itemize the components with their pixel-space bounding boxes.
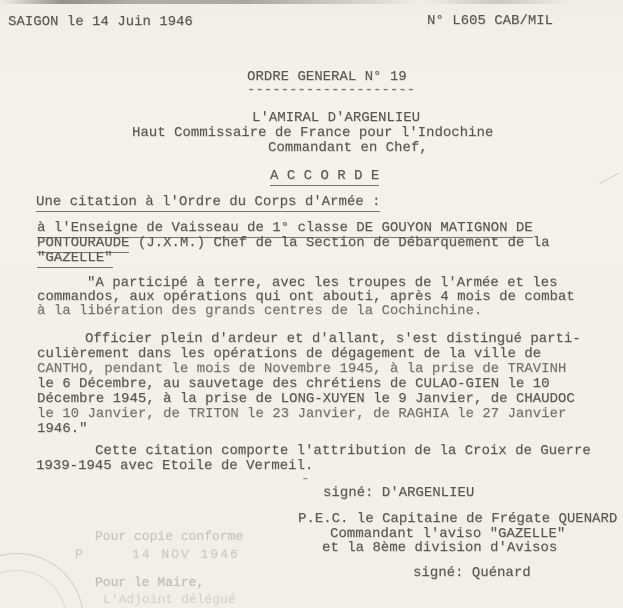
ship-name: "GAZELLE" — [37, 250, 113, 266]
citation-intro — [36, 195, 380, 209]
recipient-line-1 — [37, 221, 533, 235]
citation-par1-line-1: "A participé à terre, avec les troupes de l'Armée et les — [87, 275, 558, 291]
award-line-2: 1939-1945 avec Etoile de Vermeil. — [36, 458, 314, 474]
countersign-line-3: et la 8ème division d'Avisos — [322, 540, 558, 556]
authority-role-2: Commandant en Chef, — [268, 140, 428, 156]
date-line: SAIGON le 14 Juin 1946 — [8, 14, 193, 30]
recipient-name: PONTOURAUDE — [37, 235, 130, 251]
stamp-conforme: Pour copie conforme — [95, 529, 244, 544]
recipient-line-2 — [37, 236, 550, 250]
authority-name: L'AMIRAL D'ARGENLIEU — [252, 110, 421, 126]
recipient-line-1-text: à l'Enseigne de Vaisseau de 1° classe DE GOUYON MATIGNON DE — [37, 220, 533, 236]
citation-par2-line-4: le 6 Décembre, au sauvetage des chrétiens de CULAO-GIEN le 10 — [37, 376, 550, 392]
citation-par2-line-6: le 10 Janvier, de TRITON le 23 Janvier, de RAGHIA le 27 Janvier — [37, 406, 567, 422]
stamp-date: 14 NOV 1946 — [132, 547, 240, 562]
separator-mark: - — [301, 471, 310, 487]
countersign-line-1: P.E.C. le Capitaine de Frégate QUENARD — [298, 511, 618, 527]
title-rule: -------------------- — [247, 82, 416, 98]
citation-par2-line-7: 1946." — [37, 421, 88, 437]
scan-edge-artifact — [0, 0, 623, 4]
citation-par2-line-1: Officier plein d'ardeur et d'allant, s'est distingué parti- — [85, 331, 581, 347]
award-line-1: Cette citation comporte l'attribution de la Croix de Guerre — [95, 443, 591, 459]
action-heading-text: A C C O R D E — [270, 168, 380, 184]
recipient-line-2-rest: (J.X.M.) Chef de la Section de Débarquement de la — [129, 235, 550, 251]
recipient-line-3 — [37, 251, 113, 265]
citation-par2-line-3: CANTHO, pendant le mois de Novembre 1945, à la prise de TRAVINH — [37, 361, 567, 377]
signature-argenlieu: signé: D'ARGENLIEU — [323, 485, 475, 501]
countersign-line-2: Commandant l'aviso "GAZELLE" — [330, 526, 566, 542]
stamp-maire: Pour le Maire, — [95, 575, 205, 590]
stamp-adjoint: L'Adjoint délégué — [103, 592, 236, 607]
reference-number: N° L605 CAB/MIL — [427, 13, 554, 29]
stamp-prefix: P — [75, 547, 83, 562]
citation-par1-line-3: à la libération des grands centres de la Cochinchine. — [37, 303, 483, 319]
signature-quenard: signé: Quénard — [413, 565, 531, 581]
paper-crease — [599, 173, 619, 184]
order-title: ORDRE GENERAL N° 19 — [247, 69, 407, 85]
authority-role-1: Haut Commissaire de France pour l'Indochine — [132, 125, 494, 141]
action-heading — [270, 169, 379, 183]
citation-par2-line-2: culièrement dans les opérations de dégagement de la ville de — [37, 346, 542, 362]
citation-par1-line-2: commandos, aux opérations qui ont abouti, après 4 mois de combat — [37, 289, 575, 305]
citation-intro-text: Une citation à l'Ordre du Corps d'Armée : — [36, 194, 381, 210]
citation-par2-line-5: Décembre 1945, à la prise de LONG-XUYEN le 9 Janvier, de CHAUDOC — [37, 391, 575, 407]
